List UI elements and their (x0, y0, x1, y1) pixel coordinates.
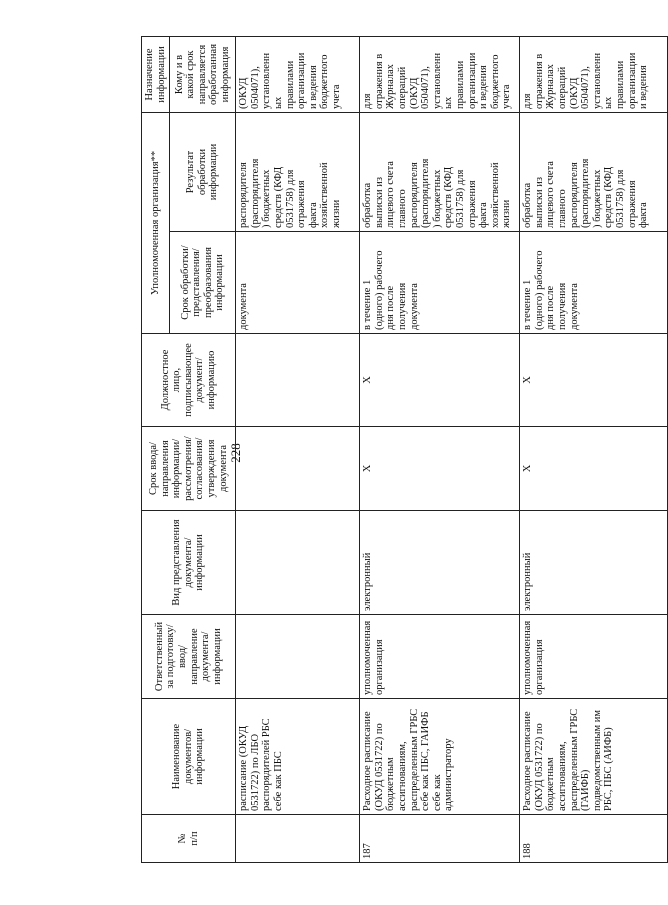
cell-kind (236, 511, 360, 615)
cell-num: 187 (360, 815, 520, 863)
cell-responsible: уполномоченная организация (360, 615, 520, 699)
cell-num: 188 (520, 815, 668, 863)
header-to-whom: Кому и в какой срок направляется обработанная информация (170, 37, 236, 113)
header-authorized-organization: Уполномоченная организация** (142, 113, 170, 334)
header-kind: Вид представления документа/ информации (142, 511, 236, 615)
header-row-1 (142, 37, 170, 863)
cell-deadline (236, 427, 360, 511)
header-deadline: Срок ввода/ направления информации/ рассмотрения/ согласования/ утверждения документа (142, 427, 236, 511)
cell-name: расписание (ОКУД 0531722) по ЛБО распорядителей РБС себе как ПБС (236, 699, 360, 815)
table-row (520, 37, 668, 863)
documents-table (141, 36, 668, 863)
table-row (360, 37, 520, 863)
cell-processing-result: обработка выписки из лицевого счета главного распорядителя (распорядителя ) бюджетных средств (КФД 0531758) для отражения факта хозяйственной жизни (360, 113, 520, 232)
cell-processing-result: обработка выписки из лицевого счета главного распорядителя (распорядителя ) бюджетных средств (КФД 0531758) для отражения факта (520, 113, 668, 232)
cell-official: X (520, 334, 668, 427)
cell-to-whom: (ОКУД 0504071), установленн ых правилами организации и ведения бюджетного учета (236, 37, 360, 113)
cell-kind: электронный (520, 511, 668, 615)
cell-processing-deadline: в течение 1 (одного) рабочего дня после получения документа (520, 232, 668, 334)
header-num: № п/п (142, 815, 236, 863)
cell-num (236, 815, 360, 863)
header-purpose: Назначение информации (142, 37, 170, 113)
cell-deadline: X (360, 427, 520, 511)
table-row (236, 37, 360, 863)
cell-deadline: X (520, 427, 668, 511)
cell-kind: электронный (360, 511, 520, 615)
page-number: 228 (228, 443, 243, 463)
cell-official: X (360, 334, 520, 427)
header-official: Должностное лицо, подписывающее документ/ информацию (142, 334, 236, 427)
header-responsible: Ответственный за подготовку/ ввод/ направление документа/ информации (142, 615, 236, 699)
cell-processing-deadline: документа (236, 232, 360, 334)
rotated-table-container (141, 37, 650, 863)
cell-to-whom: для отражения в Журналах операций (ОКУД 0504071), установленн ых правилами организации и ведения бюджетного учета (360, 37, 520, 113)
header-processing-result: Результат обработки информации (170, 113, 236, 232)
cell-to-whom: для отражения в Журналах операций (ОКУД 0504071), установленн ых правилами организации и ведения (520, 37, 668, 113)
cell-official (236, 334, 360, 427)
cell-processing-deadline: в течение 1 (одного) рабочего дня после получения документа (360, 232, 520, 334)
cell-processing-result: распорядителя (распорядителя ) бюджетных средств (КФД 0531758) для отражения факта хозяйственной жизни (236, 113, 360, 232)
header-name: Наименование документов/информации (142, 699, 236, 815)
cell-responsible: уполномоченная организация (520, 615, 668, 699)
cell-name: Расходное расписание (ОКУД 0531722) по бюджетным ассигнованиям, распределенным ГРБС (ГАИФБ) подведомственным им РБС, ПБС (АИФБ) (520, 699, 668, 815)
cell-name: Расходное расписание (ОКУД 0531722) по бюджетным ассигнованиям, распределенным ГРБС себе как ПБС, ГАИФБ себе как администратору (360, 699, 520, 815)
cell-responsible (236, 615, 360, 699)
header-processing-deadline: Срок обработки/ представления/ преобразования информации (170, 232, 236, 334)
